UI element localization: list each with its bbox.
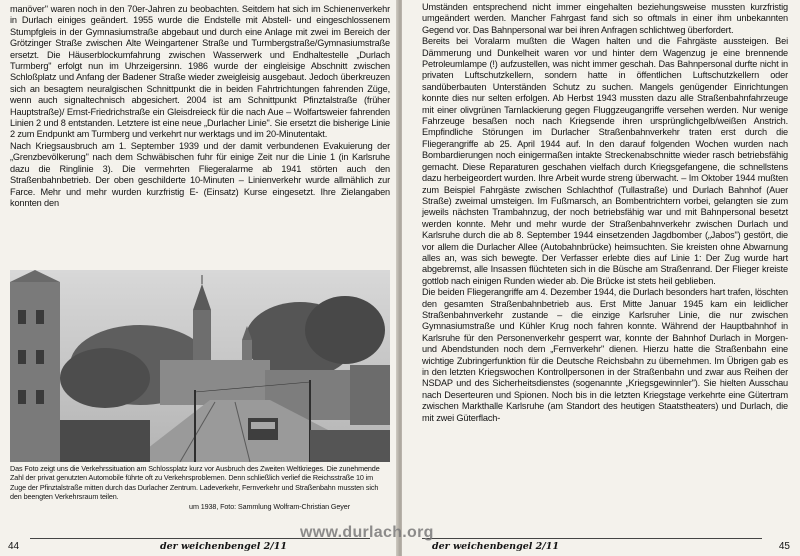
site-watermark: www.durlach.org	[300, 524, 434, 541]
left-footer-title: der weichenbengel 2/11	[160, 541, 287, 552]
right-footer-title: der weichenbengel 2/11	[432, 541, 559, 552]
right-footer-rule	[422, 538, 762, 539]
photo-illustration	[10, 270, 390, 462]
left-paragraph-1: manöver" waren noch in den 70er-Jahren zu beobachten. Seitdem hat sich im Schienenverkehr in Durlach einiges geändert. 1955 wurde die Endstelle mit Abstell- und eingeschlossenem Stumpfgleis in der Gymnasiumstraße abgebaut und durch eine Anlage mit zwei im Bereich der Grötzinger Straße zwischen Alte Weingartener Straße und Turmbergstraße/Gymnasiumstraße ersetzt. Die Häuserblockumfahrung zwischen Wasserwerk und Endhaltestelle „Durlach Turmberg" erfolgt nun im Uhrzeigersinn. 1986 wurde der eingleisige Abschnitt zwischen Schloßplatz und Anfang der Badener Straße wieder zweigleisig ausgebaut. Jedoch überkreuzen sich an besagtem neuralgischen Schnittpunkt die in beiden Fahrtrichtungen fahrenden Züge, wenn auch signaltechnisch abgesichert. 2004 ist am Schnittpunkt Pfinztalstraße (früher Hauptstraße)/ Ernst-Friedrichstraße ein Gleisdreieck für die nach Aue – Wolfartsweier fahrenden Linien 2 und 8 entstanden. Letztere ist eine neue „Durlacher Linie". Sie ersetzt die bisherige Linie 2 zum Endpunkt am Turmberg und verkehrt nur werktags und im 20-Minutentakt.	[10, 4, 390, 140]
historic-street-photo	[10, 270, 390, 462]
right-page-text	[422, 2, 788, 424]
photo-caption	[10, 464, 390, 511]
right-page-number: 45	[778, 541, 790, 552]
caption-text: Das Foto zeigt uns die Verkehrssituation am Schlossplatz kurz vor Ausbruch des Zweiten Weltkrieges. Die zunehmende Zahl der privat genutzten Automobile führte oft zu Verkehrsproblemen. Denn schließlich verlief die Reichsstraße 10 im Zuge der Pfinztalstraße mitten durch das Durlacher Zentrum. Ladeverkehr, Fernverkehr und Straßenbahn mussten sich den beengten Verkehrsraum teilen.	[10, 464, 380, 502]
right-page	[402, 0, 800, 556]
left-paragraph-2: Nach Kriegsausbruch am 1. September 1939 und der damit verbundenen Evakuierung der „Grenzbevölkerung" nach dem Schwäbischen fuhr für einige Zeit nur die Linie 1 (in Karlsruhe dazu die Ringlinie 3). Die vermehrten Fliegeralarme ab 1941 störten auch den Straßenbahnbetrieb. Der oben geschilderte 10-Minuten – Linienverkehr wurde allmählich zur Farce. Mehr und mehr wurden kurzfristig E- (Einsatz) Kurse eingesetzt. Ihre Zielangaben konnten den	[10, 140, 390, 208]
right-paragraph-1: Umständen entsprechend nicht immer eingehalten beziehungsweise mussten kurzfristig umgeändert werden. Mancher Fahrgast fand sich so oftmals in einer ihm unbekannten Gegend vor. Das Bahnpersonal war bei ihren Anfragen schlichtweg überfordert.	[422, 2, 788, 35]
right-paragraph-3: Die beiden Fliegerangriffe am 4. Dezember 1944, die Durlach besonders hart trafen, löschten den gesamten Straßenbahnbetrieb aus. Erst Mitte Januar 1945 kam ein leidlicher Straßenbahnverkehr zustande – die einzige Karlsruher Linie, die nur zwischen Gymnasiumstraße und Kühler Krug noch fahren konnte. Während der Hauptbahnhof in Karlsruhe für den Personenverkehr gesperrt war, konnte der Bahnhof Durlach in Morgen- und Abendstunden noch dem „Fernverkehr" dienen. Hierzu hatte die Straßenbahn eine wichtige Zubringerfunktion für die Deutsche Reichsbahn zu übernehmen. Im Übrigen gab es in den letzten Kriegswochen Kontrollpersonen in der Straßenbahn und zwar aus Reihen der NSDAP und des Sicherheitsdienstes (sogenannte „Kriegsgewinnler"). Sie hielten Ausschau nach Deserteuren und Spionen. Noch bis in die letzten Kriegstage verkehrte eine Gütertram zwischen Markthalle Karlsruhe (am Standort des heutigen Staatstheaters) und Durlach, die mit zwei Güterflach-	[422, 287, 788, 423]
left-page-number: 44	[8, 541, 20, 552]
right-paragraph-2: Bereits bei Voralarm mußten die Wagen halten und die Fahrgäste aussteigen. Bei Dämmerung und Dunkelheit waren vor und hinter dem Wagenzug je eine brennende Petroleumlampe (!) aufzustellen, was nicht immer geschah. Das Bahnpersonal durfte nicht in privaten Luftschutzkellern, sondern hatte in öffentlichen Luftschutzkellern oder sandüberbauten Unterständen Schutz zu suchen. Mangels genügender Einrichtungen konnte dies nur selten erfolgen. Ab Herbst 1943 mussten dazu alle Straßenbahnfahrzeuge mit einer olivgrünen Tarnlackierung gegen Fluggzeugangriffe versehen werden. Nur wenige Fahrzeuge besaßen noch nach Kriegsende ihren ursprünglichgelb/weißen Anstrich. Empfindliche Störungen im Durlacher Straßenbahnverkehr traten erst durch die Fliegerangriffe ab 25. April 1944 auf. In den darauf folgenden Wochen wurden nach Bombardierungen noch einigermaßen intakte Streckenabschnitte wieder rasch betriebsfähig gemacht. Diese Reparaturen geschahen vielfach durch Kriegsgefangene, die schnellstens dazu herbeigeordert wurden. Ihre Arbeit wurde streng überwacht. – Im Oktober 1944 mußten zum Beispiel Fahrgäste zwischen Schlachthof (Tullastraße) und Durlach Bahnhof (Auer Straße) zweimal umsteigen. Im Fußmarsch, an Bombentrichtern vorbei, gelangten sie zum jeweils nächsten Trambahnzug, der noch betriebsfähig war und mit Bahnpersonal besetzt werden konnte. Mehr und mehr wurde der Straßenbahnverkehr zwischen Durlach und Karlsruhe durch die ab 8. September 1944 einsetzenden Jagdbomber („Jabos") gestört, die vor allem die Durlacher Allee (Autobahnbrücke) heimsuchten. Sie kreisten ohne Abwarnung alles an, was sich bewegte. Der Verfasser erlebte dies auf Linie 1: Der Zug wurde hart abgebremst, alle Insassen flüchteten sich in die Büsche am Straßenrand. Der Flieger kreiste gottlob nach einigen Runden wieder ab. Die Brücke ist stets heil geblieben.	[422, 36, 788, 286]
caption-credit: um 1938, Foto: Sammlung Wolfram-Christian Geyer	[189, 501, 350, 511]
left-page	[0, 0, 398, 556]
left-page-text	[10, 4, 390, 209]
